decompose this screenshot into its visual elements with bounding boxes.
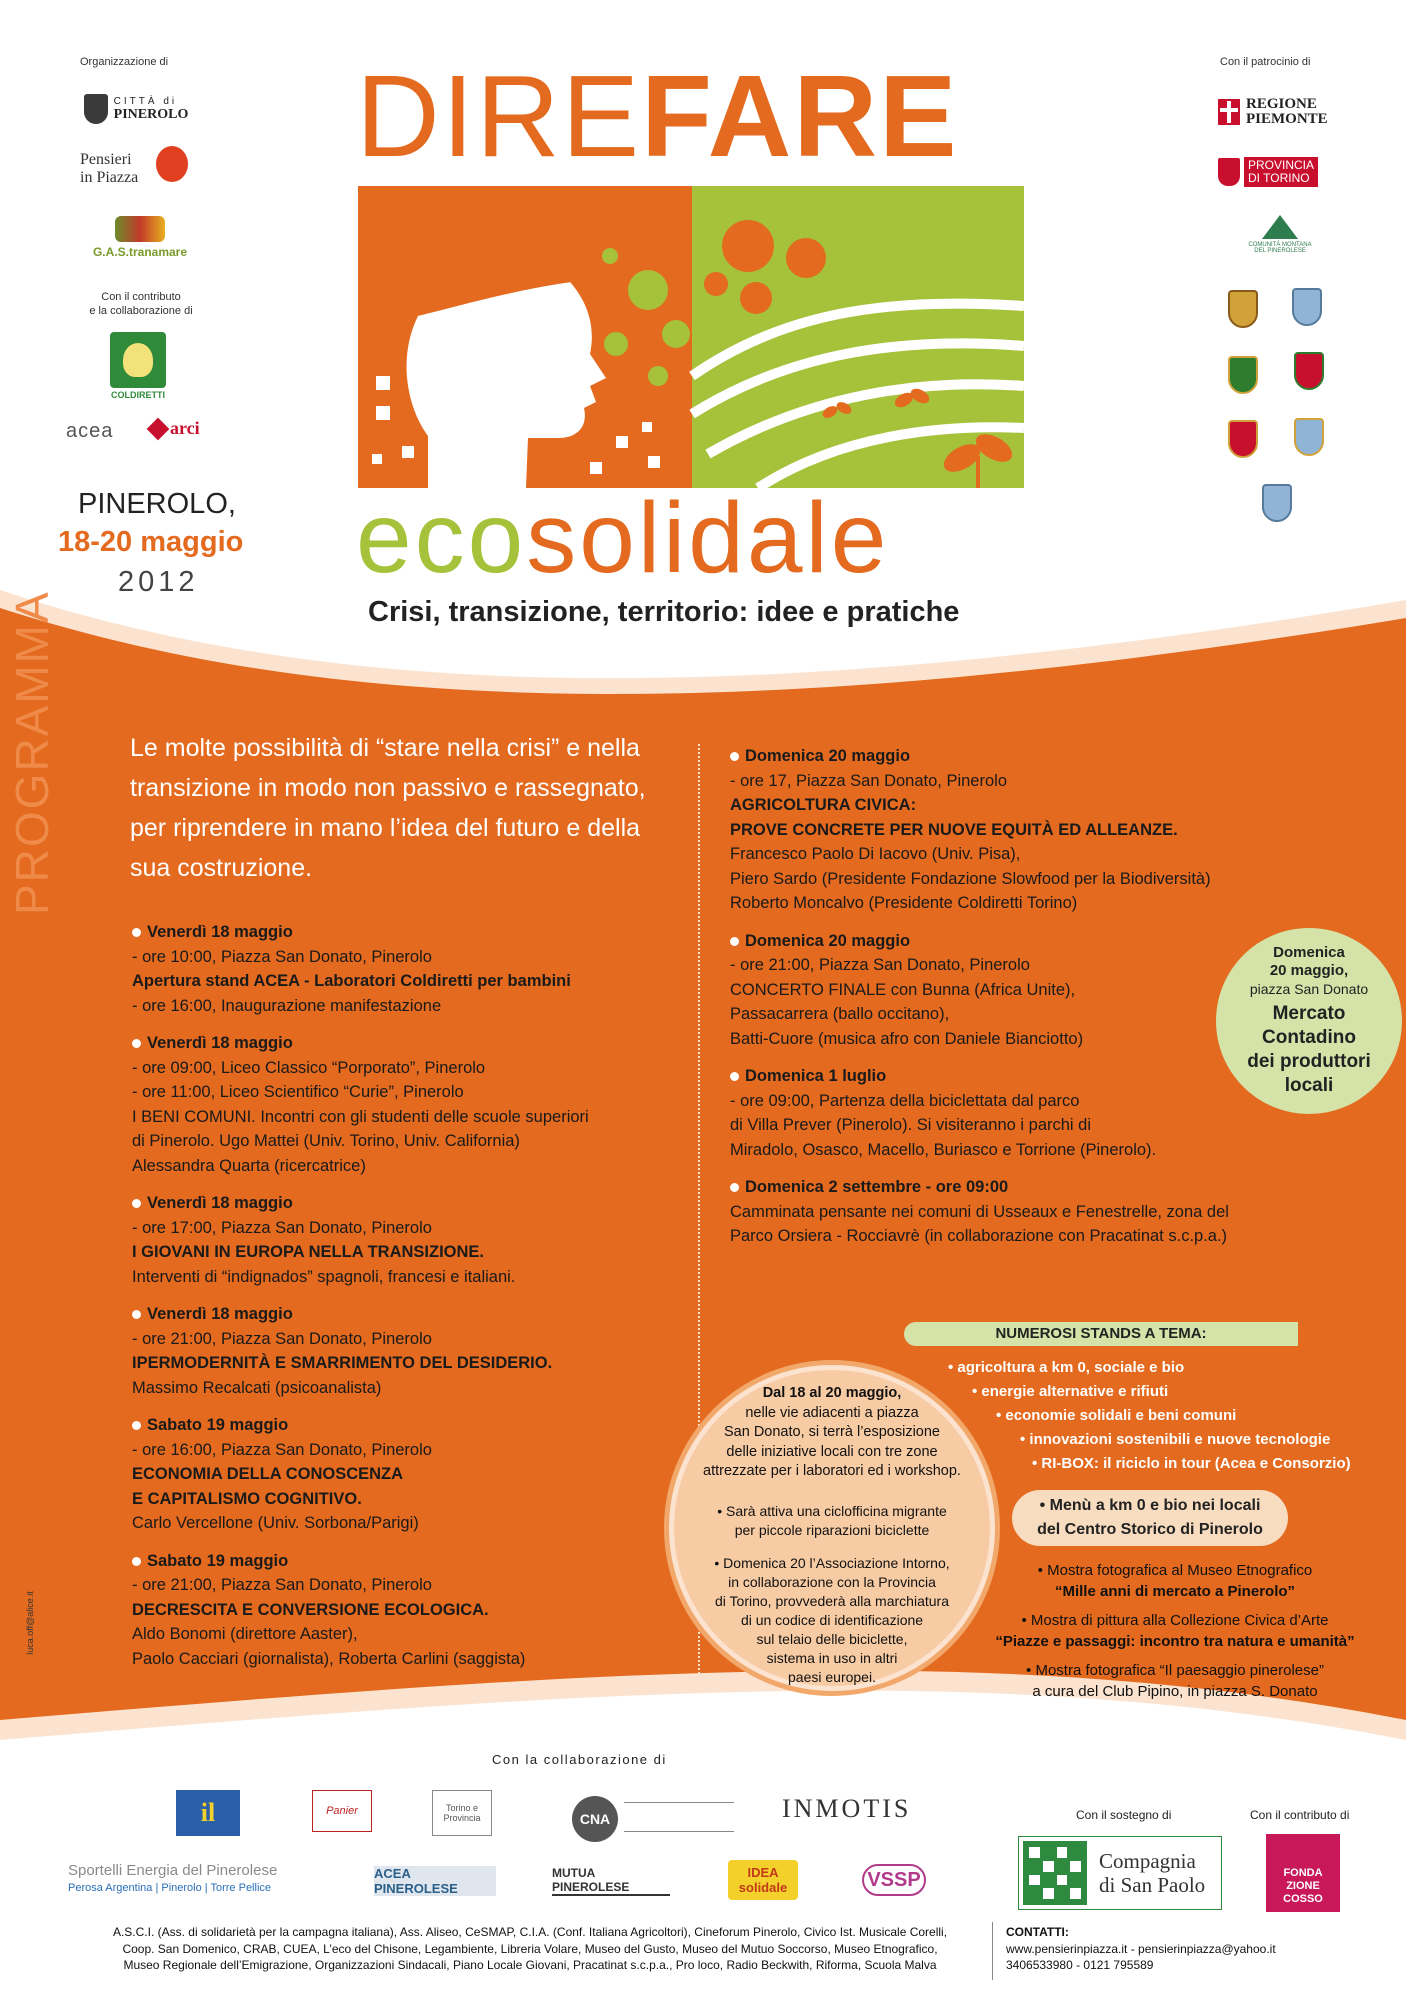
idea-text: IDEA solidale [738,1865,788,1895]
subtitle: Crisi, transizione, territorio: idee e pratiche [368,596,960,628]
event-line: Interventi di “indignados” spagnoli, francesi e italiani. [132,1267,516,1286]
event-line: E CAPITALISMO COGNITIVO. [132,1489,362,1508]
compagnia-text-1: Compagnia [1099,1849,1196,1873]
stand-item-text: innovazioni sostenibili e nuove tecnologie [1029,1431,1331,1448]
pensieri-apple-icon [156,146,188,182]
comunita-mountain-icon [1262,215,1298,239]
esposizione-line: nelle vie adiacenti a piazza [745,1404,919,1421]
event-line: - ore 21:00, Piazza San Donato, Pinerolo [730,956,1030,974]
event-line: IPERMODERNITÀ E SMARRIMENTO DEL DESIDERIO. [132,1354,553,1372]
event-line: PROVE CONCRETE PER NUOVE EQUITÀ ED ALLEANZE. [730,820,1178,839]
mostra-line: • Mostra fotografica al Museo Etnografico [1037,1562,1313,1579]
cna-text: CNA [579,1811,611,1827]
event-line: DECRESCITA E CONVERSIONE ECOLOGICA. [132,1600,489,1619]
cna-logo [572,1796,618,1842]
ciclofficina-text [690,1502,974,1540]
event-line: - ore 17, Piazza San Donato, Pinerolo [730,771,1007,790]
acea-pinerolese-text: ACEA PINEROLESE [374,1866,458,1896]
esposizione-line: attrezzate per i laboratori ed i workshop. [703,1463,961,1479]
provincia-text-2: DI TORINO [1248,171,1310,185]
stands-list [948,1356,1368,1476]
event-line: Miradolo, Osasco, Macello, Buriasco e Torrione (Pinerolo). [730,1140,1157,1159]
sportelli-sub: Perosa Argentina | Pinerolo | Torre Pellice [68,1882,272,1894]
contatti-label: CONTATTI: [1006,1925,1069,1939]
stand-item: • RI-BOX: il riciclo in tour (Acea e Consorzio) [1032,1455,1351,1472]
contatti-block [1006,1924,1386,1974]
event-line: Carlo Vercellone (Univ. Sorbona/Parigi) [132,1514,419,1532]
stand-item-text: RI-BOX: il riciclo in tour (Acea e Consorzio) [1041,1455,1351,1472]
regione-text-1: REGIONE [1246,96,1317,112]
torino-text: Torino e Provincia [443,1803,481,1823]
inmotis-logo [782,1794,911,1824]
pensieri-text-2: in Piazza [80,169,139,186]
event-item [132,1413,692,1536]
fondazione-cosso-logo [1266,1834,1340,1912]
mostra-line: “Piazze e passaggi: incontro tra natura e umanità” [995,1633,1355,1650]
event-item [132,1031,692,1178]
contributo-label-1: Con il contributo [101,291,181,303]
event-line: I GIOVANI IN EUROPA NELLA TRANSIZIONE. [132,1243,485,1261]
mostra-line: a cura del Club Pipino, in piazza S. Donato [1032,1683,1318,1700]
compagnia-cross-icon [1023,1841,1087,1905]
associazione-line: di Torino, provvederà alla marchiatura [715,1593,949,1609]
associazione-line: sistema in uso in altri [766,1650,898,1666]
event-day: Venerdì 18 maggio [147,1034,293,1052]
menu-line2: del Centro Storico di Pinerolo [1037,1521,1263,1538]
ciclofficina-line: per piccole riparazioni biciclette [734,1522,930,1538]
stand-item-text: agricoltura a km 0, sociale e bio [957,1359,1185,1376]
associazione-text [690,1554,974,1687]
menu-box [1012,1490,1288,1546]
mercato-line2: 20 maggio, [1269,962,1349,979]
associazione-line: di un codice di identificazione [740,1612,924,1628]
main-title [356,51,959,181]
esposizione-line: Dal 18 al 20 maggio, [762,1385,902,1401]
event-line: Alessandra Quarta (ricercatrice) [132,1156,366,1175]
mercato-line7: locali [1284,1075,1334,1096]
event-line: Francesco Paolo Di Iacovo (Univ. Pisa), [730,845,1021,863]
stand-item-text: energie alternative e rifiuti [981,1383,1169,1400]
mostra-line: • Mostra di pittura alla Collezione Civica d’Arte [1021,1612,1329,1629]
stand-item: • innovazioni sostenibili e nuove tecnologie [1020,1431,1331,1448]
stand-item: • energie alternative e rifiuti [972,1383,1169,1400]
event-line: - ore 11:00, Liceo Scientifico “Curie”, Pinerolo [132,1083,464,1101]
associazione-line: paesi europei. [788,1669,876,1685]
vssp-logo [862,1864,926,1896]
associazione-line: • Domenica 20 l’Associazione Intorno, [714,1555,950,1571]
comune-crest-icon [1294,352,1324,390]
event-day: Domenica 2 settembre - ore 09:00 [745,1178,1009,1196]
acea-text: acea [66,420,114,442]
regione-piemonte-logo [1218,92,1338,132]
stand-item: • economie solidali e beni comuni [996,1407,1237,1424]
ecosolidale-title [356,482,890,594]
event-line: Massimo Recalcati (psicoanalista) [132,1378,382,1397]
event-line: Roberto Moncalvo (Presidente Coldiretti Torino) [730,894,1078,912]
pensieri-in-piazza-logo [80,140,200,198]
event-day: Venerdì 18 maggio [147,923,293,941]
city-label: PINEROLO, [78,488,236,520]
arci-text: arci [170,418,200,438]
bullet-icon [132,1199,141,1208]
mercato-line4: Mercato [1272,1003,1346,1024]
title-fare: FARE [641,51,959,181]
mercato-circle [1216,928,1402,1114]
credits-line: Coop. San Domenico, CRAB, CUEA, L’eco del Chisone, Legambiente, Libreria Volare, Museo del Gusto, Museo del Mutuo Soccorso, Museo Etnografico, [122,1941,938,1956]
comune-crest-icon [1292,288,1322,326]
event-line: di Villa Prever (Pinerolo). Si visiteranno i parchi di [730,1116,1092,1134]
credits-line: A.S.C.I. (Ass. di solidarietà per la campagna italiana), Ass. Aliseo, CeSMAP, C.I.A. (Conf. Italiana Agricoltori), Cineforum Pinerolo, Civico Ist. Musicale Corelli, [112,1925,948,1939]
bullet-icon [132,928,141,937]
event-day-row [132,920,692,945]
gas-tranamare-logo [70,210,210,265]
event-day: Sabato 19 maggio [147,1416,289,1434]
event-item [132,920,692,1018]
title-dire: DIRE [356,51,642,181]
mutua-logo [552,1866,670,1896]
title-eco: eco [356,482,527,594]
mostre-list [960,1560,1390,1702]
stand-item-text: economie solidali e beni comuni [1005,1407,1237,1424]
provincia-text-1: PROVINCIA [1248,158,1315,172]
mutua-text: MUTUA PINEROLESE [552,1866,630,1894]
sportelli-title: Sportelli Energia del Pinerolese [68,1862,278,1879]
event-line: - ore 09:00, Liceo Classico “Porporato”, Pinerolo [132,1058,486,1077]
programma-vertical-label: PROGRAMMA [6,590,58,915]
event-day-row [132,1413,692,1438]
citta-small-text: CITTÀ di [113,95,178,107]
panier-logo [312,1790,372,1832]
event-line: Apertura stand ACEA - Laboratori Coldiretti per bambini [132,972,571,990]
comune-crest-icon [1294,418,1324,456]
logo-illustration [358,186,1024,488]
coldiretti-text: COLDIRETTI [111,390,165,400]
event-line: Piero Sardo (Presidente Fondazione Slowfood per la Biodiversità) [730,869,1211,888]
event-day: Venerdì 18 maggio [147,1305,293,1323]
acea-logo [66,420,113,443]
event-line: - ore 21:00, Piazza San Donato, Pinerolo [132,1576,432,1594]
event-line: Batti-Cuore (musica afro con Daniele Bianciotto) [730,1029,1084,1048]
citta-big-text: PINEROLO [113,106,189,122]
event-day: Domenica 20 maggio [745,747,911,765]
bullet-icon [132,1557,141,1566]
event-item [132,1191,692,1289]
mercato-line6: dei produttori [1247,1051,1371,1072]
event-line: AGRICOLTURA CIVICA: [730,796,917,814]
event-item [730,1175,1330,1249]
comunita-text-1: COMUNITÀ MONTANA [1248,241,1312,248]
gas-text: G.A.S.tranamare [92,245,188,259]
event-day-row [132,1031,692,1056]
event-line: ECONOMIA DELLA CONOSCENZA [132,1465,404,1483]
acea-pinerolese-logo [374,1866,496,1896]
fondazione-text: FONDA ZIONE COSSO [1283,1867,1323,1905]
credits-line: Museo Regionale dell’Emigrazione, Organizzazioni Sindacali, Piano Locale Giovani, Pracatinat s.c.p.a., Pro loco, Radio Beckwith, Riforma, Scuola Malva [123,1958,937,1972]
comunita-text-2: DEL PINEROLESE [1254,247,1306,254]
compagnia-text-2: di San Paolo [1099,1873,1206,1897]
comune-crest-icon [1228,290,1258,328]
mercato-line1: Domenica [1273,944,1345,961]
stands-header-text: NUMEROSI STANDS A TEMA: [995,1325,1207,1342]
event-day-row [132,1191,692,1216]
event-line: Parco Orsiera - Rocciavrè (in collaborazione con Pracatinat s.c.p.a.) [730,1227,1228,1245]
credits-text [80,1924,980,1974]
dates-label: 18-20 maggio [58,526,244,558]
bullet-icon [730,1072,739,1081]
comune-crest-icon [1262,484,1292,522]
mercato-line5: Contadino [1262,1027,1356,1048]
bullet-icon [132,1310,141,1319]
event-item [132,1302,692,1400]
comunita-montana-logo [1230,206,1330,262]
il-logo: il [176,1790,240,1836]
torino-provincia-logo [432,1790,492,1836]
event-line: - ore 16:00, Inaugurazione manifestazione [132,996,442,1015]
event-day-row [132,1549,692,1574]
event-line: CONCERTO FINALE con Bunna (Africa Unite), [730,980,1076,999]
event-day: Domenica 1 luglio [745,1067,887,1085]
event-line: - ore 10:00, Piazza San Donato, Pinerolo [132,947,432,966]
side-email: luca.off@alice.it [25,1591,35,1655]
organizzazione-label: Organizzazione di [80,56,169,68]
provincia-torino-logo [1218,152,1338,192]
left-events-column [132,920,692,1684]
patrocinio-label: Con il patrocinio di [1220,56,1311,68]
esposizione-text [680,1384,984,1482]
bullet-icon [730,1183,739,1192]
regione-flag-icon [1218,99,1240,125]
event-item [132,1549,692,1672]
coldiretti-icon [110,332,166,388]
menu-line1: • Menù a km 0 e bio nei locali [1039,1497,1261,1514]
title-solidale: solidale [526,482,890,594]
event-line: - ore 21:00, Piazza San Donato, Pinerolo [132,1329,432,1348]
event-day-row [730,1175,1330,1200]
idea-solidale-logo [728,1860,798,1900]
compagnia-san-paolo-logo [1018,1836,1222,1910]
contatti-web: www.pensierinpiazza.it - pensierinpiazza@yahoo.it [1006,1941,1276,1956]
provincia-crest-icon [1218,158,1240,186]
vssp-text: VSSP [867,1868,921,1891]
event-line: - ore 09:00, Partenza della biciclettata dal parco [730,1091,1080,1110]
event-day: Venerdì 18 maggio [147,1194,293,1212]
citta-pinerolo-logo [66,84,206,134]
event-line: - ore 17:00, Piazza San Donato, Pinerolo [132,1218,432,1237]
esposizione-line: delle iniziative locali con tre zone [726,1443,938,1460]
bullet-icon [730,752,739,761]
coldiretti-logo [104,330,172,402]
mostra-line: “Mille anni di mercato a Pinerolo” [1054,1583,1296,1600]
event-line: Passacarrera (ballo occitano), [730,1005,950,1023]
arci-logo [150,418,200,439]
bullet-icon [132,1421,141,1430]
pensieri-text-1: Pensieri [80,151,132,168]
event-line: Paolo Cacciari (giornalista), Roberta Carlini (saggista) [132,1649,526,1668]
contatti-tel: 3406533980 - 0121 795589 [1006,1958,1154,1972]
contributo-label [86,290,196,318]
panier-text: Panier [326,1805,358,1817]
bullet-icon [730,937,739,946]
comune-crest-icon [1228,420,1258,458]
event-day-row [730,744,1330,769]
arci-star-icon [147,417,170,440]
stand-item: • agricoltura a km 0, sociale e bio [948,1359,1185,1376]
footer-divider [992,1922,993,1980]
contributo-footer-label: Con il contributo di [1250,1808,1350,1822]
event-day: Sabato 19 maggio [147,1551,289,1570]
esposizione-line: San Donato, si terrà l’esposizione [723,1424,940,1440]
mercato-line3: piazza San Donato [1249,981,1369,997]
ciclofficina-line: • Sarà attiva una ciclofficina migrante [717,1503,947,1519]
gas-figure-icon [115,216,165,242]
stands-header [904,1322,1298,1346]
year-label: 2012 [118,566,199,598]
inmotis-text: INMOTIS [782,1794,912,1823]
mostra-line: • Mostra fotografica “Il paesaggio pinerolese” [1026,1662,1324,1679]
event-item [730,744,1330,916]
sportelli-energia [68,1862,277,1894]
collab-label: Con la collaborazione di [492,1752,667,1767]
regione-text-2: PIEMONTE [1246,111,1328,127]
contributo-label-2: e la collaborazione di [89,305,193,317]
associazione-line: in collaborazione con la Provincia [728,1574,936,1590]
event-day-row [132,1302,692,1327]
event-line: Aldo Bonomi (direttore Aaster), [132,1625,358,1643]
associazione-line: sul telaio delle biciclette, [756,1631,908,1647]
bullet-icon [132,1039,141,1048]
intro-text: Le molte possibilità di “stare nella crisi” e nella transizione in modo non passivo e rassegnato, per riprendere in mano l’idea del futuro e della sua costruzione. [130,734,646,882]
event-line: di Pinerolo. Ugo Mattei (Univ. Torino, Univ. California) [132,1132,520,1150]
event-day-row [730,929,1330,954]
event-line: I BENI COMUNI. Incontri con gli studenti delle scuole superiori [132,1107,589,1126]
cna-desc [624,1802,734,1832]
event-line: - ore 16:00, Piazza San Donato, Pinerolo [132,1440,432,1459]
comune-crest-icon [1228,356,1258,394]
event-line: Camminata pensante nei comuni di Usseaux e Fenestrelle, zona del [730,1202,1229,1221]
citta-crest-icon [84,94,108,124]
event-day: Domenica 20 maggio [745,931,911,950]
sostegno-label: Con il sostegno di [1076,1808,1172,1822]
